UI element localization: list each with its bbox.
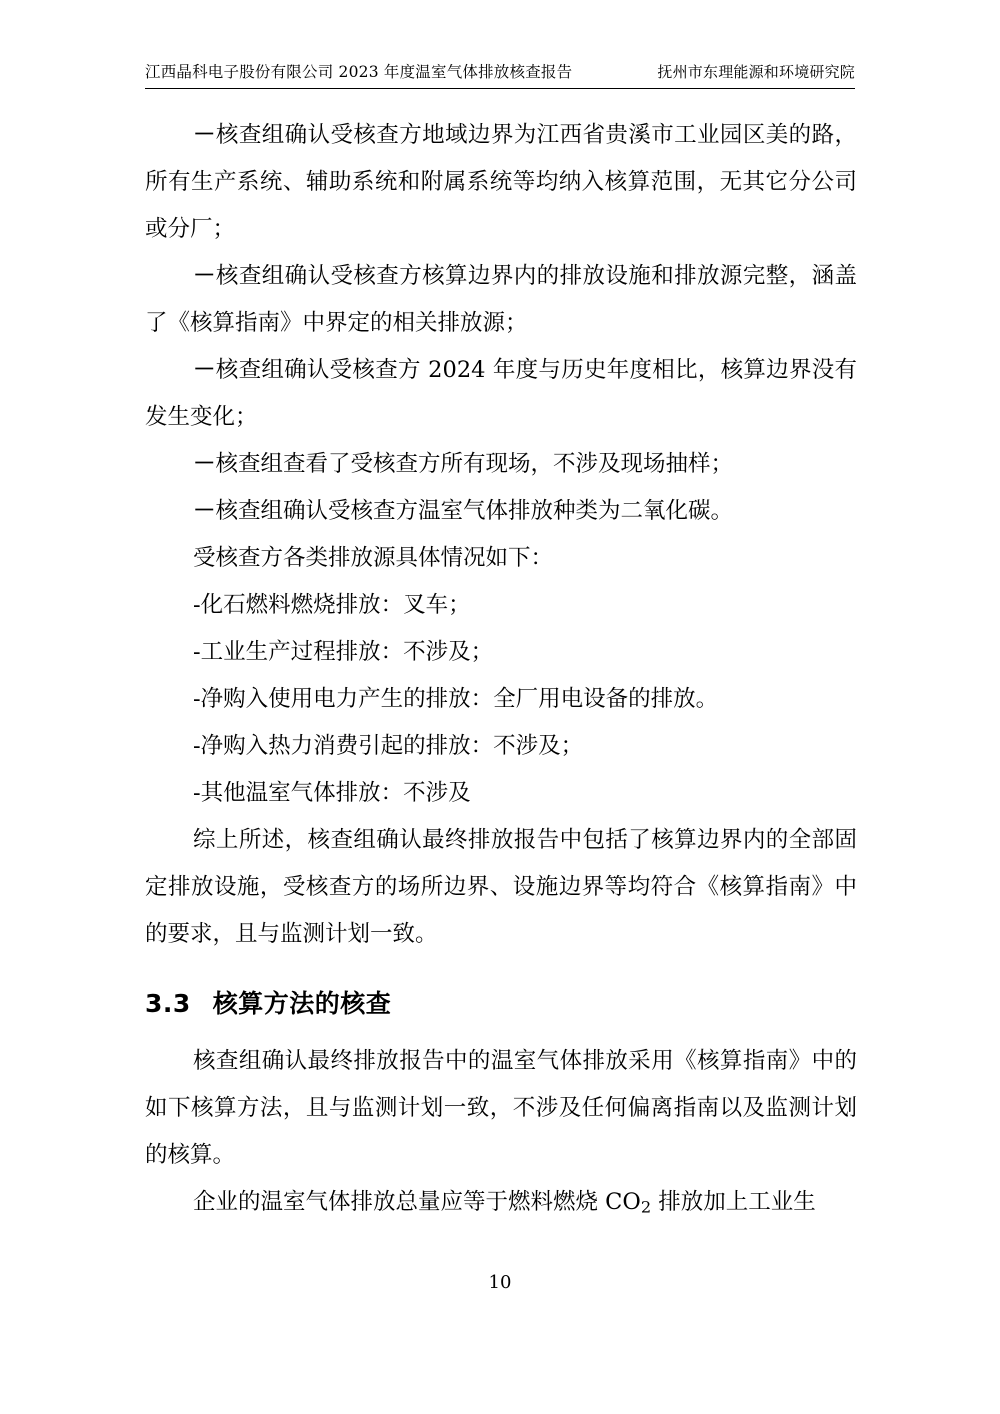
bullet-item [145,488,857,535]
summary-paragraph: 综上所述，核查组确认最终排放报告中包括了核算边界内的全部固定排放设施，受核查方的场所边界、设施边界等均符合《核算指南》中的要求，且与监测计划一致。 [145,827,857,947]
bullet-dash: － [193,357,216,383]
bullet-item [145,441,857,488]
bullet-text: 核查组确认受核查方地域边界为江西省贵溪市工业园区美的路，所有生产系统、辅助系统和附属系统等均纳入核算范围，无其它分公司或分厂； [145,122,857,242]
section-number: 3.3 [145,989,191,1018]
bullet-dash: － [193,451,216,477]
page-header [145,60,855,89]
page-content [145,112,857,1231]
bullet-text: 核查组确认受核查方 2024 年度与历史年度相比，核算边界没有发生变化； [145,357,857,430]
source-list-item: -其他温室气体排放：不涉及 [193,780,471,806]
source-list-item: -工业生产过程排放：不涉及； [193,639,494,665]
lead-in-paragraph: 受核查方各类排放源具体情况如下： [193,545,554,571]
bullet-item [145,112,857,253]
bullet-dash: － [193,263,216,289]
bullet-text: 核查组查看了受核查方所有现场，不涉及现场抽样； [215,451,734,477]
source-list-item: -净购入热力消费引起的排放：不涉及； [193,733,584,759]
section-title: 核算方法的核查 [212,989,392,1018]
source-list-item: -净购入使用电力产生的排放：全厂用电设备的排放。 [193,686,719,712]
total-emission-paragraph [145,1179,857,1231]
bullet-text: 核查组确认受核查方核算边界内的排放设施和排放源完整，涵盖了《核算指南》中界定的相关排放源； [145,263,857,336]
source-list-item: -化石燃料燃烧排放：叉车； [193,592,471,618]
total-emission-suffix: 排放加上工业生 [651,1189,816,1215]
bullet-item [145,253,857,347]
bullet-item [145,347,857,441]
total-emission-prefix: 企业的温室气体排放总量应等于燃料燃烧 CO [193,1189,641,1215]
page-number: 10 [488,1272,512,1293]
co2-subscript: 2 [640,1197,652,1217]
header-title-right: 抚州市东理能源和环境研究院 [657,63,855,81]
bullet-text: 核查组确认受核查方温室气体排放种类为二氧化碳。 [215,498,734,524]
bullet-dash: － [193,498,216,524]
bullet-dash: － [193,122,216,148]
method-paragraph: 核查组确认最终排放报告中的温室气体排放采用《核算指南》中的如下核算方法，且与监测计划一致，不涉及任何偏离指南以及监测计划的核算。 [145,1048,857,1168]
section-heading [145,958,857,1038]
header-title-left: 江西晶科电子股份有限公司 2023 年度温室气体排放核查报告 [145,63,573,81]
